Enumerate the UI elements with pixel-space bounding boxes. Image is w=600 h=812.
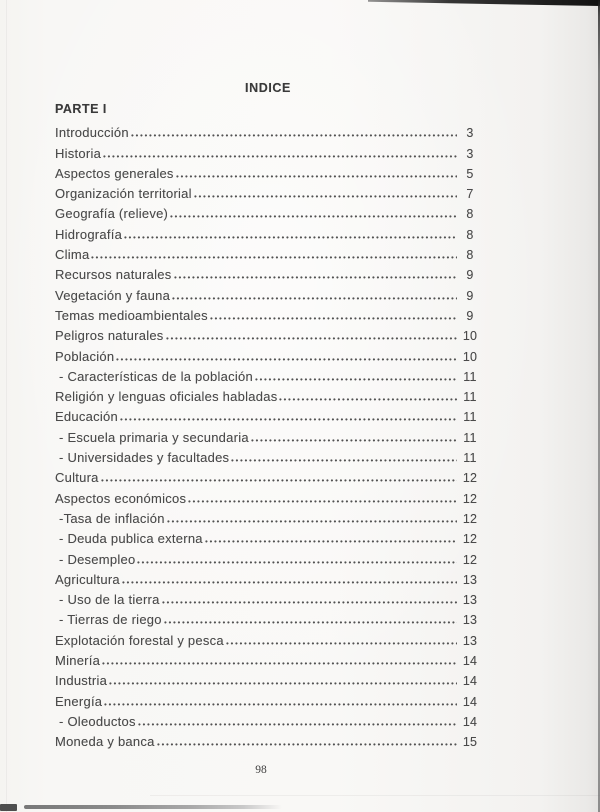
toc-entry-label: - Desempleo <box>59 551 136 567</box>
toc-entry <box>55 262 481 282</box>
dot-leader <box>279 398 457 401</box>
dot-leader <box>103 155 457 158</box>
toc-entry-page: 8 <box>466 207 474 222</box>
toc-entry-page: 14 <box>462 674 478 689</box>
dot-leader <box>174 276 458 279</box>
toc-entry <box>55 526 481 546</box>
toc-entry <box>55 587 481 607</box>
toc-entry-label: Vegetación y fauna <box>55 287 171 303</box>
toc-entry <box>55 709 481 729</box>
toc-entry <box>55 242 481 262</box>
toc-entry-label: Hidrografía <box>55 226 123 242</box>
toc-entry-page: 10 <box>462 349 478 364</box>
dot-leader <box>102 662 457 665</box>
toc-entry-label: Introducción <box>55 125 129 141</box>
toc-entry-label: - Características de la población <box>59 368 253 384</box>
toc-entry <box>55 688 481 708</box>
toc-entry-page: 11 <box>463 390 477 405</box>
toc-entry-label: Temas medioambientales <box>55 307 208 323</box>
toc-entry-page: 11 <box>463 369 477 384</box>
toc-entry-page: 9 <box>466 268 474 283</box>
toc-entry-label: Historia <box>55 145 102 161</box>
dot-leader <box>194 195 457 198</box>
page-title: INDICE <box>245 81 291 95</box>
toc-entry <box>55 668 481 688</box>
toc-entry-label: Organización territorial <box>55 186 192 202</box>
page-number: 98 <box>255 764 267 776</box>
toc-entry <box>55 627 481 647</box>
toc-entry-page: 3 <box>466 146 474 161</box>
dot-leader <box>122 581 457 584</box>
dot-leader <box>231 459 457 462</box>
toc-entry-label: - Tierras de riego <box>59 612 162 628</box>
toc-entry-label: Religión y lenguas oficiales habladas <box>55 389 278 405</box>
toc-entry-page: 8 <box>466 227 474 242</box>
toc-entry-page: 13 <box>462 572 478 587</box>
dot-leader <box>109 682 457 685</box>
scan-artifact-bottom-edge-bar <box>24 805 282 810</box>
toc-entry-page: 15 <box>462 735 478 750</box>
dot-leader <box>138 723 457 726</box>
dot-leader <box>120 418 457 421</box>
toc-entry-page: 11 <box>463 430 477 445</box>
toc-entry-label: Geografía (relieve) <box>55 206 169 222</box>
toc-entry-label: - Deuda publica externa <box>59 531 203 547</box>
toc-entry-label: Recursos naturales <box>55 267 172 283</box>
toc-list <box>55 120 481 749</box>
scan-artifact-bottom-left-blob <box>0 804 17 811</box>
toc-entry-label: Moneda y banca <box>55 734 155 750</box>
toc-entry-label: -Tasa de inflación <box>59 510 165 526</box>
toc-entry-page: 12 <box>462 552 478 567</box>
toc-entry-label: - Escuela primaria y secundaria <box>59 429 249 445</box>
toc-entry-label: Peligros naturales <box>55 328 164 344</box>
toc-entry <box>55 303 481 323</box>
toc-entry <box>55 120 481 140</box>
toc-entry-label: Energía <box>55 693 103 709</box>
dot-leader <box>116 358 457 361</box>
toc-entry-page: 9 <box>466 288 474 303</box>
toc-entry-label: Aspectos económicos <box>55 490 187 506</box>
toc-entry-page: 11 <box>463 410 477 425</box>
toc-entry-page: 12 <box>462 532 478 547</box>
toc-entry <box>55 140 481 160</box>
toc-entry <box>55 648 481 668</box>
toc-entry-label: Clima <box>55 247 90 263</box>
toc-entry <box>55 201 481 221</box>
toc-entry-label: Minería <box>55 653 101 669</box>
toc-entry-label: Población <box>55 348 115 364</box>
toc-entry-label: Educación <box>55 409 118 425</box>
toc-entry-page: 10 <box>462 329 478 344</box>
dot-leader <box>162 601 457 604</box>
dot-leader <box>101 479 457 482</box>
dot-leader <box>167 520 457 523</box>
toc-entry <box>55 729 481 749</box>
toc-entry-label: - Uso de la tierra <box>59 592 160 608</box>
toc-entry <box>55 424 481 444</box>
toc-entry-page: 13 <box>462 593 478 608</box>
toc-entry <box>55 221 481 241</box>
toc-entry-label: Industria <box>55 673 108 689</box>
toc-entry-page: 14 <box>462 654 478 669</box>
toc-entry-page: 12 <box>462 491 478 506</box>
toc-entry-page: 13 <box>462 613 478 628</box>
toc-entry-page: 14 <box>462 714 478 729</box>
dot-leader <box>164 621 457 624</box>
dot-leader <box>205 540 457 543</box>
toc-entry <box>55 343 481 363</box>
dot-leader <box>176 175 457 178</box>
scan-artifact-left-crease <box>6 0 7 812</box>
toc-entry-label: Agricultura <box>55 571 120 587</box>
toc-entry <box>55 546 481 566</box>
toc-entry <box>55 181 481 201</box>
dot-leader <box>172 297 457 300</box>
toc-entry <box>55 323 481 343</box>
toc-entry <box>55 607 481 627</box>
toc-entry-page: 12 <box>462 511 478 526</box>
toc-entry-label: Aspectos generales <box>55 165 174 181</box>
toc-entry-page: 7 <box>466 187 474 202</box>
toc-entry <box>55 364 481 384</box>
toc-entry <box>55 567 481 587</box>
dot-leader <box>251 439 457 442</box>
dot-leader <box>131 134 457 137</box>
toc-entry-page: 12 <box>462 471 478 486</box>
toc-entry <box>55 384 481 404</box>
toc-entry <box>55 161 481 181</box>
toc-entry <box>55 506 481 526</box>
toc-entry <box>55 404 481 424</box>
scan-artifact-fold-line <box>150 795 600 796</box>
toc-entry <box>55 445 481 465</box>
toc-entry-page: 13 <box>462 633 478 648</box>
dot-leader <box>188 500 457 503</box>
dot-leader <box>255 378 457 381</box>
toc-entry-page: 5 <box>466 166 474 181</box>
dot-leader <box>210 317 457 320</box>
toc-entry-page: 3 <box>466 126 474 141</box>
scan-artifact-top-right-shadow <box>368 0 600 6</box>
toc-entry <box>55 465 481 485</box>
dot-leader <box>166 337 457 340</box>
part-heading: PARTE I <box>55 102 107 116</box>
dot-leader <box>91 256 457 259</box>
toc-entry <box>55 485 481 505</box>
dot-leader <box>124 236 457 239</box>
toc-entry <box>55 282 481 302</box>
dot-leader <box>137 561 457 564</box>
toc-entry-label: Cultura <box>55 470 99 486</box>
toc-entry-label: - Universidades y facultades <box>59 450 230 466</box>
toc-entry-page: 8 <box>466 248 474 263</box>
dot-leader <box>170 215 457 218</box>
toc-entry-page: 9 <box>466 308 474 323</box>
toc-entry-label: Explotación forestal y pesca <box>55 632 224 648</box>
dot-leader <box>104 703 457 706</box>
toc-entry-page: 11 <box>463 451 477 466</box>
toc-entry-page: 14 <box>462 694 478 709</box>
toc-entry-label: - Oleoductos <box>59 713 136 729</box>
dot-leader <box>226 642 457 645</box>
dot-leader <box>157 743 457 746</box>
